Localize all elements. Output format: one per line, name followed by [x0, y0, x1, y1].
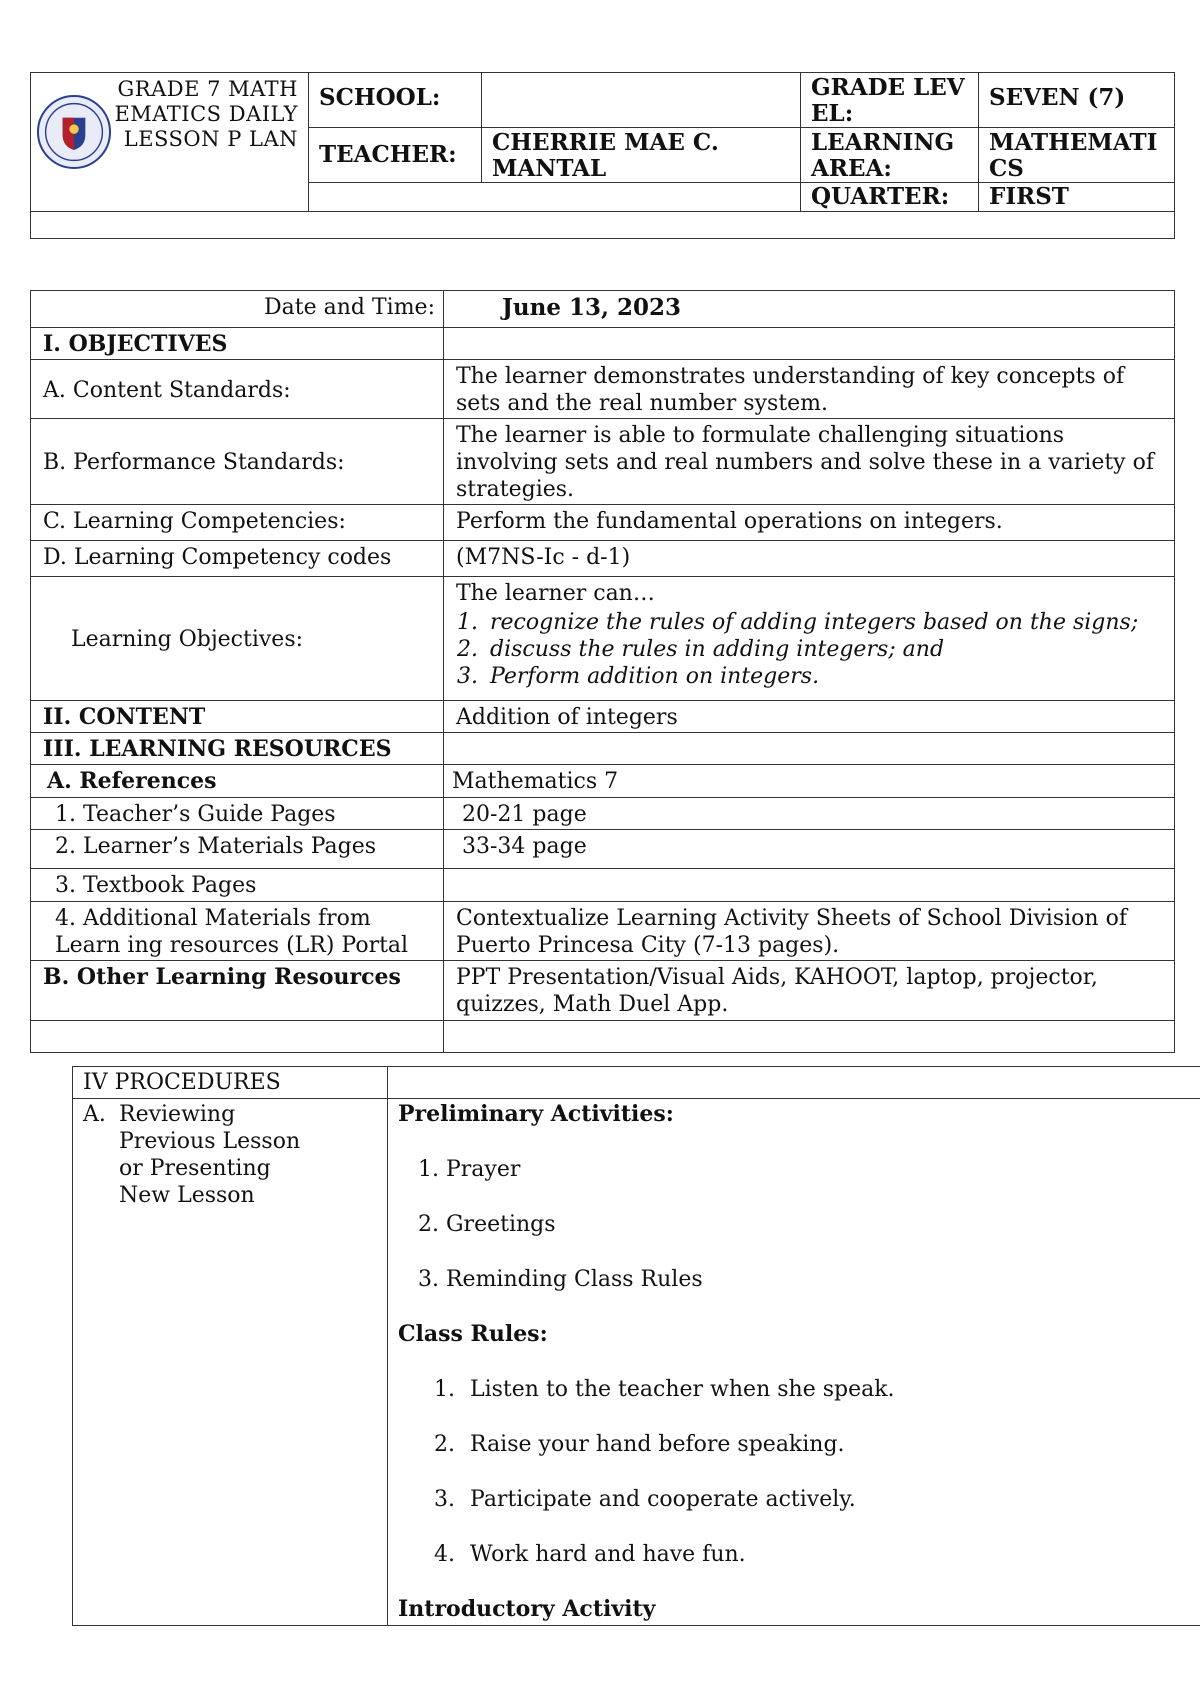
learning-resources-heading: III. LEARNING RESOURCES	[31, 733, 444, 765]
school-label: SCHOOL:	[309, 73, 482, 128]
learning-objectives-value	[444, 577, 1175, 701]
grade-level-label: GRADE LEV EL:	[801, 73, 979, 128]
procedure-a-label-row	[83, 1101, 377, 1209]
objectives-blank	[444, 328, 1175, 360]
textbook-pages-label: 3. Textbook Pages	[31, 869, 444, 902]
list-item: 3. Participate and cooperate actively.	[434, 1487, 856, 1512]
other-resources-label: B. Other Learning Resources	[31, 961, 444, 1021]
procedures-table	[72, 1066, 1200, 1626]
preliminary-list	[398, 1156, 1190, 1293]
school-value	[482, 73, 801, 128]
textbook-pages-value	[444, 869, 1175, 902]
learning-objectives-label: Learning Objectives:	[31, 577, 444, 701]
content-standards-label: A. Content Standards:	[31, 360, 444, 419]
procedure-a-label: Reviewing Previous Lesson or Presenting New Lesson	[119, 1102, 301, 1208]
list-item: 1. Listen to the teacher when she speak.	[434, 1377, 895, 1402]
additional-materials-label: 4. Additional Materials from Learn ing resources (LR) Portal	[31, 902, 444, 961]
list-item: 2. discuss the rules in adding integers; and	[457, 637, 945, 662]
date-time-label: Date and Time:	[31, 291, 444, 328]
competency-codes-label: D. Learning Competency codes	[31, 541, 444, 577]
learning-competencies-value: Perform the fundamental operations on integers.	[444, 505, 1175, 541]
learning-objectives-list	[456, 609, 1166, 690]
content-standards-value: The learner demonstrates understanding of key concepts of sets and the real number system.	[444, 360, 1175, 419]
procedures-blank	[388, 1067, 1200, 1099]
quarter-label: QUARTER:	[801, 183, 979, 212]
lesson-plan-title: GRADE 7 MATH EMATICS DAILY LESSON P LAN	[114, 77, 298, 151]
references-value: Mathematics 7	[444, 765, 1175, 798]
content-value: Addition of integers	[444, 701, 1175, 733]
content-heading: II. CONTENT	[31, 701, 444, 733]
list-item: 1. Prayer	[418, 1157, 521, 1182]
objectives-empty-right	[444, 1021, 1175, 1053]
date-time-value	[444, 291, 1175, 328]
learning-resources-blank	[444, 733, 1175, 765]
learners-materials-label: 2. Learner’s Materials Pages	[31, 830, 444, 869]
header-table	[30, 72, 1175, 239]
learning-objectives-intro: The learner can…	[456, 581, 655, 606]
list-item: 3. Reminding Class Rules	[418, 1267, 703, 1292]
teacher-value: CHERRIE MAE C. MANTAL	[482, 128, 801, 183]
objectives-empty-left	[31, 1021, 444, 1053]
performance-standards-value: The learner is able to formulate challenging situations involving sets and real numbers and solve these in a variety of strategies.	[444, 419, 1175, 505]
procedure-a-content	[388, 1099, 1200, 1626]
list-item: 2. Raise your hand before speaking.	[434, 1432, 845, 1457]
preliminary-heading: Preliminary Activities:	[398, 1101, 674, 1127]
quarter-value: FIRST	[979, 183, 1175, 212]
procedure-a-cell	[73, 1099, 388, 1626]
grade-level-value: SEVEN (7)	[979, 73, 1175, 128]
class-rules-list	[398, 1376, 1190, 1568]
other-resources-value: PPT Presentation/Visual Aids, KAHOOT, laptop, projector, quizzes, Math Duel App.	[444, 961, 1175, 1021]
date-text: June 13, 2023	[502, 294, 682, 321]
references-label: A. References	[31, 765, 444, 798]
teachers-guide-value: 20-21 page	[444, 798, 1175, 830]
class-rules-heading: Class Rules:	[398, 1321, 548, 1347]
objectives-heading: I. OBJECTIVES	[31, 328, 444, 360]
learning-area-label: LEARNING AREA:	[801, 128, 979, 183]
competency-codes-value: (M7NS-Ic - d-1)	[444, 541, 1175, 577]
header-blank-cell	[309, 183, 801, 212]
learners-materials-value: 33-34 page	[444, 830, 1175, 869]
learning-area-value: MATHEMATI CS	[979, 128, 1175, 183]
list-item: 1. recognize the rules of adding integers based on the signs;	[457, 610, 1139, 635]
list-item: 3. Perform addition on integers.	[457, 664, 820, 689]
list-item: 2. Greetings	[418, 1212, 556, 1237]
objectives-table	[30, 290, 1175, 1053]
header-title-cell	[31, 73, 309, 212]
procedures-heading: IV PROCEDURES	[73, 1067, 388, 1099]
learning-competencies-label: C. Learning Competencies:	[31, 505, 444, 541]
introductory-activity-heading: Introductory Activity	[398, 1596, 656, 1622]
teachers-guide-label: 1. Teacher’s Guide Pages	[31, 798, 444, 830]
procedure-a-letter: A.	[83, 1102, 106, 1127]
teacher-label: TEACHER:	[309, 128, 482, 183]
performance-standards-label: B. Performance Standards:	[31, 419, 444, 505]
list-item: 4. Work hard and have fun.	[434, 1542, 746, 1567]
additional-materials-value: Contextualize Learning Activity Sheets of School Division of Puerto Princesa City (7-13 pages).	[444, 902, 1175, 961]
header-empty-row	[31, 212, 1175, 239]
